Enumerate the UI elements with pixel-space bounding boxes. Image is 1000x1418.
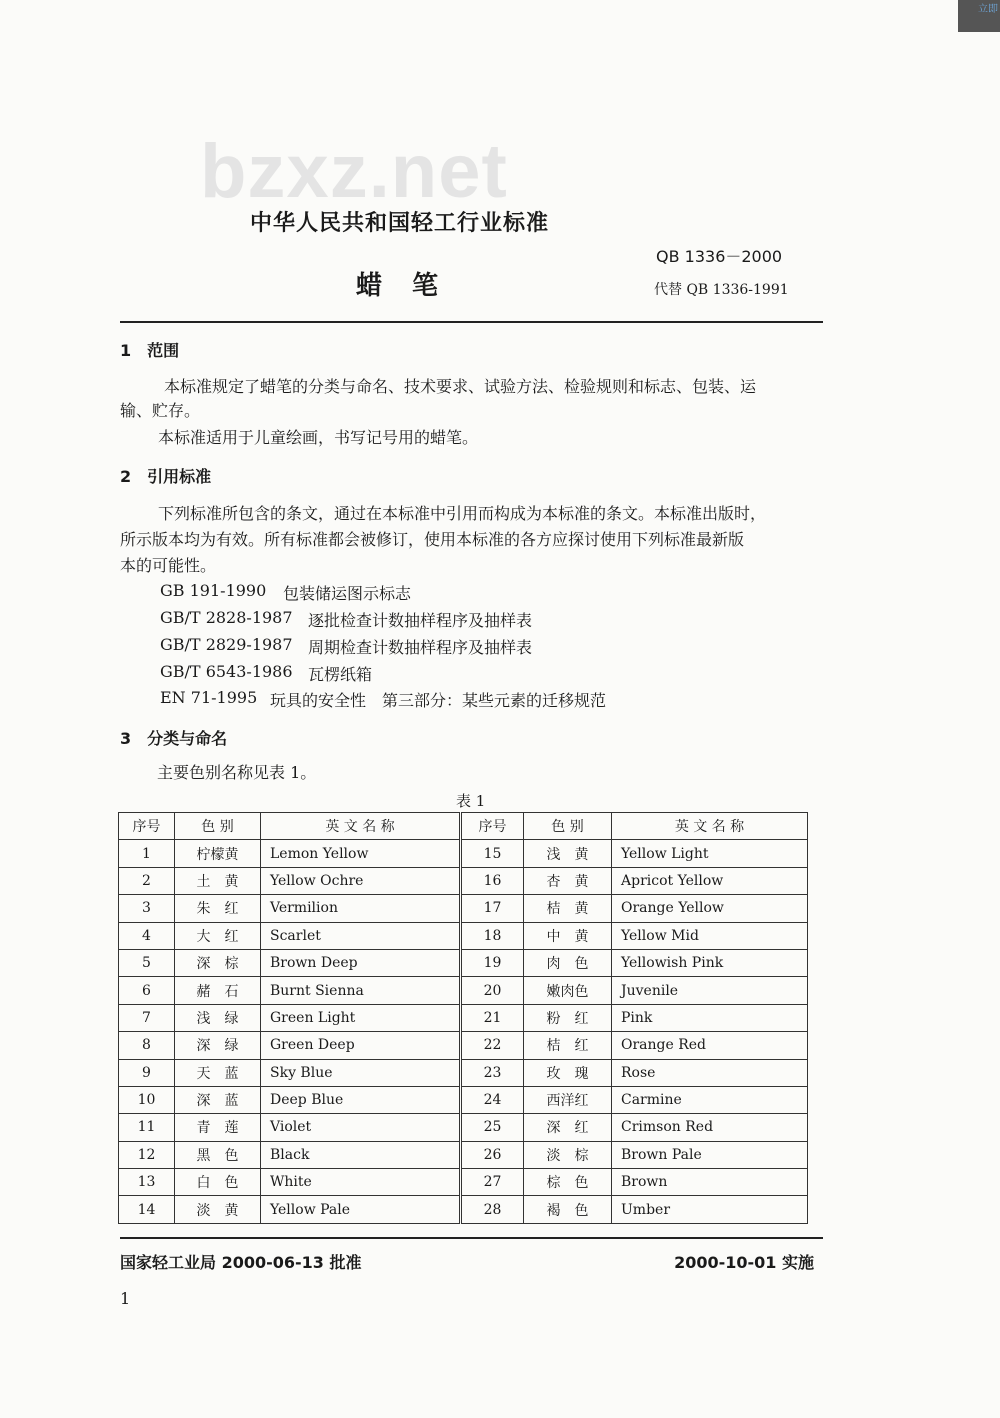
section-3-heading: 3 分类与命名 — [120, 729, 228, 748]
table-row — [119, 1196, 808, 1223]
row-number: 5 — [119, 949, 175, 976]
table-row — [119, 1141, 808, 1168]
header-english: 英 文 名 称 — [261, 813, 461, 840]
header-color: 色 别 — [175, 813, 261, 840]
watermark: bzxz.net — [200, 129, 508, 214]
header-rule — [120, 321, 823, 323]
color-name-cn: 赭 石 — [175, 977, 261, 1004]
table-row — [119, 840, 808, 867]
reference-code: GB/T 6543-1986 — [160, 662, 293, 681]
row-number: 3 — [119, 895, 175, 922]
color-name-cn: 中 黄 — [524, 922, 612, 949]
reference-code: GB/T 2829-1987 — [160, 635, 293, 654]
color-name-cn: 深 红 — [524, 1114, 612, 1141]
color-name-cn: 深 棕 — [175, 949, 261, 976]
section-2-para-line-3: 本的可能性。 — [120, 556, 217, 575]
reference-title: 逐批检查计数抽样程序及抽样表 — [308, 611, 533, 630]
color-name-en: Pink — [612, 1004, 808, 1031]
color-name-cn: 粉 红 — [524, 1004, 612, 1031]
row-number: 24 — [461, 1086, 524, 1113]
header-no: 序号 — [119, 813, 175, 840]
row-number: 15 — [461, 840, 524, 867]
color-name-en: Juvenile — [612, 977, 808, 1004]
color-name-en: Burnt Sienna — [261, 977, 461, 1004]
color-name-cn: 淡 棕 — [524, 1141, 612, 1168]
table-row — [119, 949, 808, 976]
color-name-en: Orange Red — [612, 1032, 808, 1059]
section-1-para-2: 本标准适用于儿童绘画，书写记号用的蜡笔。 — [158, 428, 479, 447]
color-name-en: Yellow Light — [612, 840, 808, 867]
color-name-cn: 淡 黄 — [175, 1196, 261, 1223]
color-name-en: Yellow Ochre — [261, 867, 461, 894]
color-name-cn: 浅 绿 — [175, 1004, 261, 1031]
footer-rule — [120, 1237, 823, 1239]
row-number: 26 — [461, 1141, 524, 1168]
color-name-en: Yellow Mid — [612, 922, 808, 949]
row-number: 11 — [119, 1114, 175, 1141]
color-name-en: Green Deep — [261, 1032, 461, 1059]
section-2-para-line-2: 所示版本均为有效。所有标准都会被修订，使用本标准的各方应探讨使用下列标准最新版 — [120, 530, 745, 549]
row-number: 25 — [461, 1114, 524, 1141]
approval-date: 国家轻工业局 2000-06-13 批准 — [120, 1253, 362, 1272]
color-name-en: Vermilion — [261, 895, 461, 922]
reference-title: 玩具的安全性 第三部分：某些元素的迁移规范 — [270, 691, 607, 710]
color-name-cn: 大 红 — [175, 922, 261, 949]
table-row — [119, 895, 808, 922]
color-name-cn: 玫 瑰 — [524, 1059, 612, 1086]
page-number: 1 — [120, 1289, 131, 1308]
color-name-en: Apricot Yellow — [612, 867, 808, 894]
row-number: 20 — [461, 977, 524, 1004]
color-name-en: Black — [261, 1141, 461, 1168]
color-name-en: Carmine — [612, 1086, 808, 1113]
color-name-cn: 褐 色 — [524, 1196, 612, 1223]
table-row — [119, 1114, 808, 1141]
color-name-en: Scarlet — [261, 922, 461, 949]
row-number: 4 — [119, 922, 175, 949]
table-row — [119, 922, 808, 949]
row-number: 19 — [461, 949, 524, 976]
table-row — [119, 1004, 808, 1031]
color-name-en: Umber — [612, 1196, 808, 1223]
color-name-cn: 白 色 — [175, 1169, 261, 1196]
row-number: 13 — [119, 1169, 175, 1196]
color-name-cn: 天 蓝 — [175, 1059, 261, 1086]
reference-code: EN 71-1995 — [160, 688, 258, 707]
row-number: 2 — [119, 867, 175, 894]
color-name-en: Rose — [612, 1059, 808, 1086]
color-name-en: Yellow Pale — [261, 1196, 461, 1223]
color-name-cn: 浅 黄 — [524, 840, 612, 867]
section-2-para-line-1: 下列标准所包含的条文，通过在本标准中引用而构成为本标准的条文。本标准出版时， — [158, 504, 767, 523]
table-row — [119, 1086, 808, 1113]
table-row — [119, 1032, 808, 1059]
row-number: 1 — [119, 840, 175, 867]
table-header-row — [119, 813, 808, 840]
color-names-table — [118, 812, 808, 1224]
reference-code: GB 191-1990 — [160, 581, 267, 600]
section-2-heading: 2 引用标准 — [120, 467, 212, 486]
row-number: 17 — [461, 895, 524, 922]
color-name-en: Green Light — [261, 1004, 461, 1031]
row-number: 6 — [119, 977, 175, 1004]
reference-title: 瓦楞纸箱 — [308, 665, 373, 684]
color-name-en: Brown Deep — [261, 949, 461, 976]
reference-code: GB/T 2828-1987 — [160, 608, 293, 627]
color-name-cn: 西洋红 — [524, 1086, 612, 1113]
color-name-cn: 黑 色 — [175, 1141, 261, 1168]
row-number: 22 — [461, 1032, 524, 1059]
standard-title: 中华人民共和国轻工行业标准 — [250, 211, 550, 236]
row-number: 18 — [461, 922, 524, 949]
section-1-para-1-line-1: 本标准规定了蜡笔的分类与命名、技术要求、试验方法、检验规则和标志、包装、运 — [164, 377, 757, 396]
color-name-cn: 肉 色 — [524, 949, 612, 976]
row-number: 12 — [119, 1141, 175, 1168]
color-name-en: Orange Yellow — [612, 895, 808, 922]
color-name-en: Yellowish Pink — [612, 949, 808, 976]
row-number: 21 — [461, 1004, 524, 1031]
color-name-en: Brown — [612, 1169, 808, 1196]
corner-tab-button[interactable] — [958, 0, 1000, 32]
color-name-cn: 深 蓝 — [175, 1086, 261, 1113]
header-color: 色 别 — [524, 813, 612, 840]
color-name-en: Sky Blue — [261, 1059, 461, 1086]
color-name-en: Deep Blue — [261, 1086, 461, 1113]
row-number: 9 — [119, 1059, 175, 1086]
row-number: 7 — [119, 1004, 175, 1031]
replaces-note: 代替 QB 1336-1991 — [654, 282, 789, 298]
section-1-para-1-line-2: 输、贮存。 — [120, 401, 201, 420]
table-row — [119, 1059, 808, 1086]
header-english: 英 文 名 称 — [612, 813, 808, 840]
color-name-cn: 土 黄 — [175, 867, 261, 894]
row-number: 27 — [461, 1169, 524, 1196]
color-name-cn: 桔 黄 — [524, 895, 612, 922]
table-row — [119, 867, 808, 894]
color-name-cn: 青 莲 — [175, 1114, 261, 1141]
document-name: 蜡笔 — [356, 271, 469, 301]
row-number: 16 — [461, 867, 524, 894]
color-name-en: Lemon Yellow — [261, 840, 461, 867]
reference-title: 包装储运图示标志 — [283, 584, 412, 603]
table-row — [119, 1169, 808, 1196]
table-caption: 表 1 — [456, 792, 486, 810]
color-name-cn: 柠檬黄 — [175, 840, 261, 867]
color-name-en: Violet — [261, 1114, 461, 1141]
row-number: 14 — [119, 1196, 175, 1223]
corner-tab-label: 立即 — [978, 4, 998, 15]
row-number: 23 — [461, 1059, 524, 1086]
row-number: 8 — [119, 1032, 175, 1059]
effective-date: 2000-10-01 实施 — [674, 1253, 814, 1272]
header-no: 序号 — [461, 813, 524, 840]
reference-title: 周期检查计数抽样程序及抽样表 — [308, 638, 533, 657]
color-name-cn: 桔 红 — [524, 1032, 612, 1059]
color-name-cn: 棕 色 — [524, 1169, 612, 1196]
color-name-cn: 深 绿 — [175, 1032, 261, 1059]
color-name-cn: 嫩肉色 — [524, 977, 612, 1004]
color-name-en: Crimson Red — [612, 1114, 808, 1141]
color-name-en: Brown Pale — [612, 1141, 808, 1168]
section-1-heading: 1 范围 — [120, 341, 180, 360]
color-name-en: White — [261, 1169, 461, 1196]
row-number: 28 — [461, 1196, 524, 1223]
row-number: 10 — [119, 1086, 175, 1113]
color-name-cn: 杏 黄 — [524, 867, 612, 894]
section-3-intro: 主要色别名称见表 1。 — [157, 763, 317, 782]
color-name-cn: 朱 红 — [175, 895, 261, 922]
standard-code: QB 1336－2000 — [656, 247, 783, 266]
table-row — [119, 977, 808, 1004]
